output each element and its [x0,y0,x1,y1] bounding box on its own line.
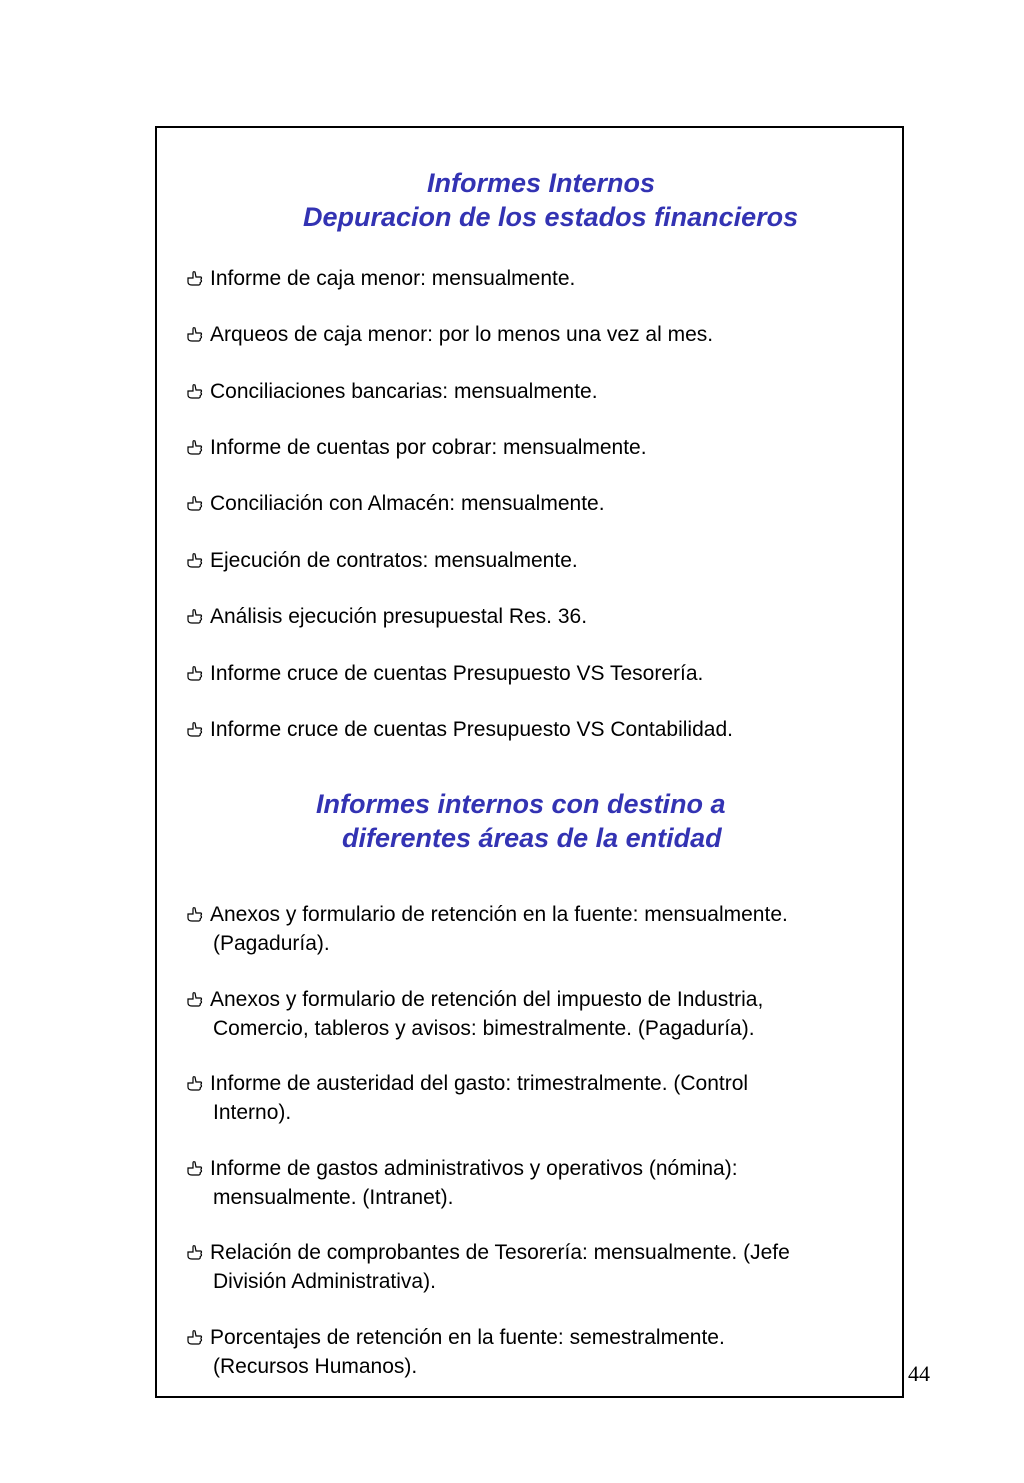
list-item [186,715,733,744]
page-number: 44 [908,1361,930,1386]
section2-title-line1: Informes internos con destino a [316,789,726,819]
item-text: Arqueos de caja menor: por lo menos una vez al mes. [210,323,714,346]
item-text-line1: Relación de comprobantes de Tesorería: mensualmente. (Jefe [210,1241,790,1264]
list-item [186,320,713,349]
item-text-line1: Anexos y formulario de retención del impuesto de Industria, [210,988,764,1011]
pointing-hand-icon [186,720,204,738]
item-text-line1: Informe de austeridad del gasto: trimestralmente. (Control [210,1072,749,1095]
pointing-hand-icon [186,1243,204,1261]
pointing-hand-icon [186,664,204,682]
section1-title-line2: Depuracion de los estados financieros [303,202,799,232]
pointing-hand-icon [186,990,204,1008]
pointing-hand-icon [186,607,204,625]
item-text: Informe de cuentas por cobrar: mensualmente. [210,436,647,459]
pointing-hand-icon [186,494,204,512]
pointing-hand-icon [186,1328,204,1346]
item-text-line1: Porcentajes de retención en la fuente: semestralmente. [210,1326,725,1349]
pointing-hand-icon [186,1159,204,1177]
list-item [186,433,647,462]
section2-title-line2: diferentes áreas de la entidad [342,823,722,853]
pointing-hand-icon [186,905,204,923]
item-text: Informe de caja menor: mensualmente. [210,267,576,290]
list-item [186,264,575,293]
item-text-line2: mensualmente. (Intranet). [213,1186,454,1209]
item-text: Informe cruce de cuentas Presupuesto VS Contabilidad. [210,718,733,741]
pointing-hand-icon [186,325,204,343]
list-item [186,1069,748,1127]
pointing-hand-icon [186,1074,204,1092]
pointing-hand-icon [186,551,204,569]
section1-title-line1: Informes Internos [427,168,656,198]
pointing-hand-icon [186,269,204,287]
item-text: Análisis ejecución presupuestal Res. 36. [210,605,588,628]
item-text-line2: (Pagaduría). [213,932,330,955]
item-text: Conciliaciones bancarias: mensualmente. [210,380,598,403]
list-item [186,1238,790,1296]
item-text-line2: Interno). [213,1101,292,1124]
item-text: Conciliación con Almacén: mensualmente. [210,492,605,515]
item-text: Ejecución de contratos: mensualmente. [210,549,578,572]
list-item [186,985,763,1043]
list-item [186,1323,725,1381]
item-text-line2: Comercio, tableros y avisos: bimestralmente. (Pagaduría). [213,1017,755,1040]
item-text: Informe cruce de cuentas Presupuesto VS Tesorería. [210,662,704,685]
list-item [186,602,587,631]
list-item [186,489,605,518]
list-item [186,1154,738,1212]
list-item [186,546,578,575]
list-item [186,659,703,688]
item-text-line2: División Administrativa). [213,1270,436,1293]
item-text-line1: Informe de gastos administrativos y operativos (nómina): [210,1157,738,1180]
pointing-hand-icon [186,382,204,400]
list-item [186,900,788,958]
item-text-line1: Anexos y formulario de retención en la fuente: mensualmente. [210,903,788,926]
pointing-hand-icon [186,438,204,456]
item-text-line2: (Recursos Humanos). [213,1355,418,1378]
list-item [186,377,598,406]
